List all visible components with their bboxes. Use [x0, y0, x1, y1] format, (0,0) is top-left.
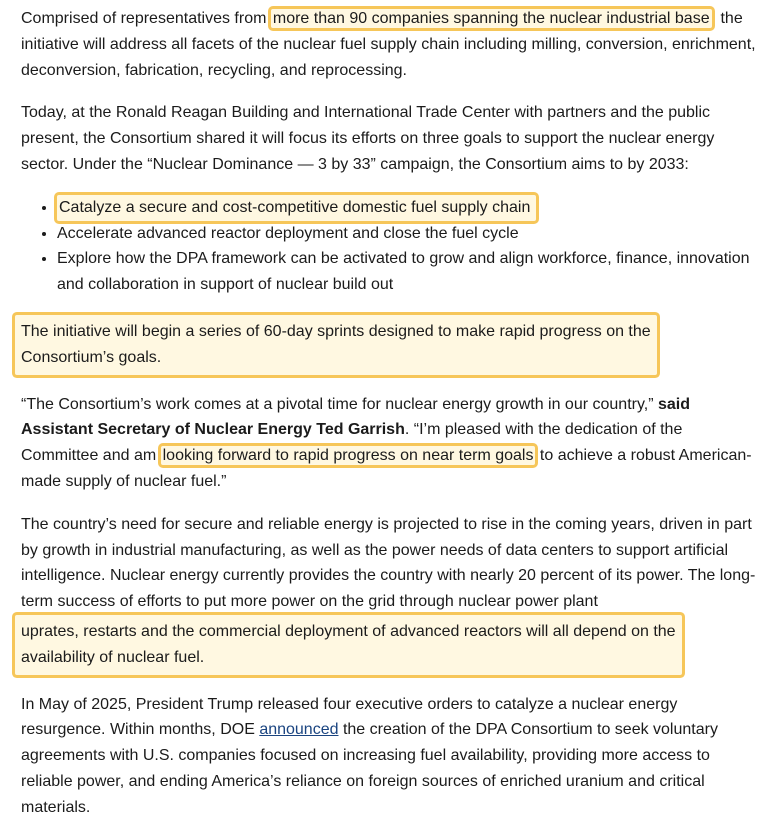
paragraph-text: In May of 2025, President Trump released four executive orders to catalyze a nuclear energy resurgence. Within months, DOE — [21, 695, 678, 739]
paragraph-quote — [21, 392, 761, 495]
paragraph-text: . “I’m pleased with the dedication of the Committee and am — [21, 421, 683, 465]
paragraph-text: Comprised of representatives from — [21, 10, 271, 27]
paragraph-text: , the initiative will address all facets of the nuclear fuel supply chain including milling, conversion, enrichment, deconversion, fabrication, recycling, and reprocessing. — [21, 10, 756, 79]
paragraph-goals-intro: Today, at the Ronald Reagan Building and International Trade Center with partners and the public present, the Consortium shared it will focus its efforts on three goals to support the nuclear energy sector. Under the “Nuclear Dominance — 3 by 33” campaign, the Consortium aims to by 2033: — [21, 104, 715, 173]
paragraph-text: the creation of the DPA Consortium to seek voluntary agreements with U.S. companies focused on increasing fuel availability, providing more access to reliable power, and ending America’s reliance on foreign sources of enriched uranium and critical materials. — [21, 721, 718, 816]
paragraph-text: “The Consortium’s work comes at a pivotal time for nuclear energy growth in our country,” — [21, 395, 658, 413]
speaker-attribution: said Assistant Secretary of Nuclear Energy Ted Garrish — [21, 395, 691, 439]
highlight-line: uprates, restarts and the commercial deployment of advanced reactors will all depend on the — [21, 622, 676, 640]
paragraph-text: to achieve a robust American-made supply of nuclear fuel.” — [21, 447, 752, 490]
highlight-line: Consortium’s goals. — [21, 348, 162, 366]
goals-list — [21, 195, 761, 298]
paragraph-sprints — [21, 315, 761, 375]
highlight-fuel-dependency — [15, 615, 682, 675]
list-item: • Accelerate advanced reactor deployment and close the fuel cycle — [57, 221, 761, 247]
highlight-line: availability of nuclear fuel. — [21, 648, 205, 666]
highlight-sprints — [15, 315, 657, 375]
highlight-goal-1: Catalyze a secure and cost-competitive domestic fuel supply chain — [57, 195, 536, 221]
announced-link[interactable]: announced — [259, 721, 339, 739]
highlight-member-count: more than 90 companies spanning the nuclear industrial base — [272, 10, 710, 27]
list-item — [57, 195, 761, 221]
list-item: • Explore how the DPA framework can be activated to grow and align workforce, finance, innovation and collaboration in support of nuclear build out — [57, 246, 761, 298]
highlight-line: The initiative will begin a series of 60-day sprints designed to make rapid progress on the — [21, 322, 651, 340]
paragraph-executive-orders — [21, 692, 761, 821]
paragraph-energy-need — [21, 512, 761, 675]
highlight-rapid-progress: looking forward to rapid progress on near term goals — [162, 447, 534, 465]
paragraph-consortium-members — [21, 6, 761, 83]
paragraph-text: The country’s need for secure and reliable energy is projected to rise in the coming years, driven in part by growth in industrial manufacturing, as well as the power needs of data centers to support artificial intelligence. Nuclear energy currently provides the country with nearly 20 percent of its power. The long-term success of efforts to put more power on the grid through nuclear power plant — [21, 515, 756, 611]
